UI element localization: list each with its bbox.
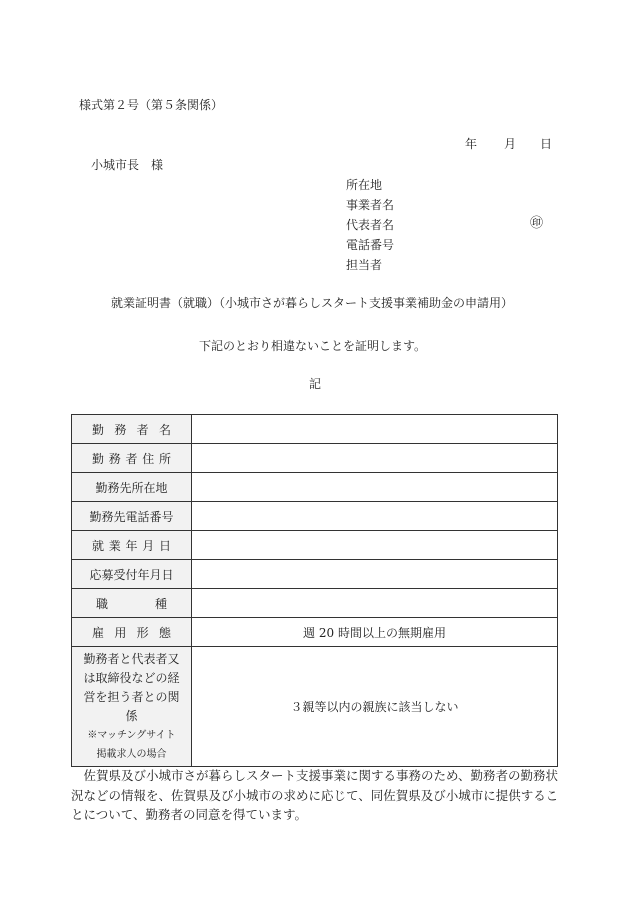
form-number: 様式第２号（第５条関係） bbox=[79, 98, 224, 112]
matching-site-note: ※マッチングサイト bbox=[87, 729, 176, 741]
table-row bbox=[72, 473, 558, 502]
workplace-phone-field[interactable] bbox=[192, 502, 558, 531]
table-row bbox=[72, 618, 558, 647]
table-row bbox=[72, 589, 558, 618]
employment-type-value: 週 20 時間以上の無期雇用 bbox=[192, 618, 558, 647]
seal-mark: ㊞ bbox=[530, 216, 544, 231]
sender-contact-label: 担当者 bbox=[346, 258, 383, 272]
sender-address-label: 所在地 bbox=[346, 178, 383, 192]
relationship-label: 勤務者と代表者又 は取締役などの経 営を担う者との関 係 ※マッチングサイト 掲載求人の場合 bbox=[72, 647, 192, 767]
table-row bbox=[72, 444, 558, 473]
certification-statement: 下記のとおり相違ないことを証明します。 bbox=[199, 339, 427, 353]
employment-date-label: 就 業 年 月 日 bbox=[72, 531, 192, 560]
table-row bbox=[72, 647, 558, 767]
application-date-label: 応募受付年月日 bbox=[72, 560, 192, 589]
workplace-address-field[interactable] bbox=[192, 473, 558, 502]
table-row bbox=[72, 415, 558, 444]
ki-heading: 記 bbox=[309, 377, 322, 391]
worker-address-label: 勤 務 者 住 所 bbox=[72, 444, 192, 473]
certificate-table bbox=[71, 414, 558, 767]
application-date-field[interactable] bbox=[192, 560, 558, 589]
date-day: 日 bbox=[540, 137, 553, 151]
job-type-label: 職 種 bbox=[72, 589, 192, 618]
date-month: 月 bbox=[504, 137, 517, 151]
table-row bbox=[72, 531, 558, 560]
worker-address-field[interactable] bbox=[192, 444, 558, 473]
employment-date-field[interactable] bbox=[192, 531, 558, 560]
workplace-address-label: 勤務先所在地 bbox=[72, 473, 192, 502]
job-type-field[interactable] bbox=[192, 589, 558, 618]
table-row bbox=[72, 560, 558, 589]
workplace-phone-label: 勤務先電話番号 bbox=[72, 502, 192, 531]
addressee: 小城市長 様 bbox=[91, 158, 164, 172]
sender-representative-label: 代表者名 bbox=[346, 218, 395, 232]
relationship-value: ３親等以内の親族に該当しない bbox=[192, 647, 558, 767]
table-row bbox=[72, 502, 558, 531]
worker-name-field[interactable] bbox=[192, 415, 558, 444]
employment-type-label: 雇 用 形 態 bbox=[72, 618, 192, 647]
sender-phone-label: 電話番号 bbox=[346, 238, 395, 252]
sender-business-name-label: 事業者名 bbox=[346, 198, 395, 212]
date-year: 年 bbox=[465, 137, 478, 151]
worker-name-label: 勤 務 者 名 bbox=[72, 415, 192, 444]
consent-paragraph: 佐賀県及び小城市さが暮らしスタート支援事業に関する事務のため、勤務者の勤務状況などの情報を、佐賀県及び小城市の求めに応じて、同佐賀県及び小城市に提供することについて、勤務者の同意を得ています。 bbox=[71, 768, 559, 822]
document-title: 就業証明書（就職）（小城市さが暮らしスタート支援事業補助金の申請用） bbox=[111, 296, 514, 310]
